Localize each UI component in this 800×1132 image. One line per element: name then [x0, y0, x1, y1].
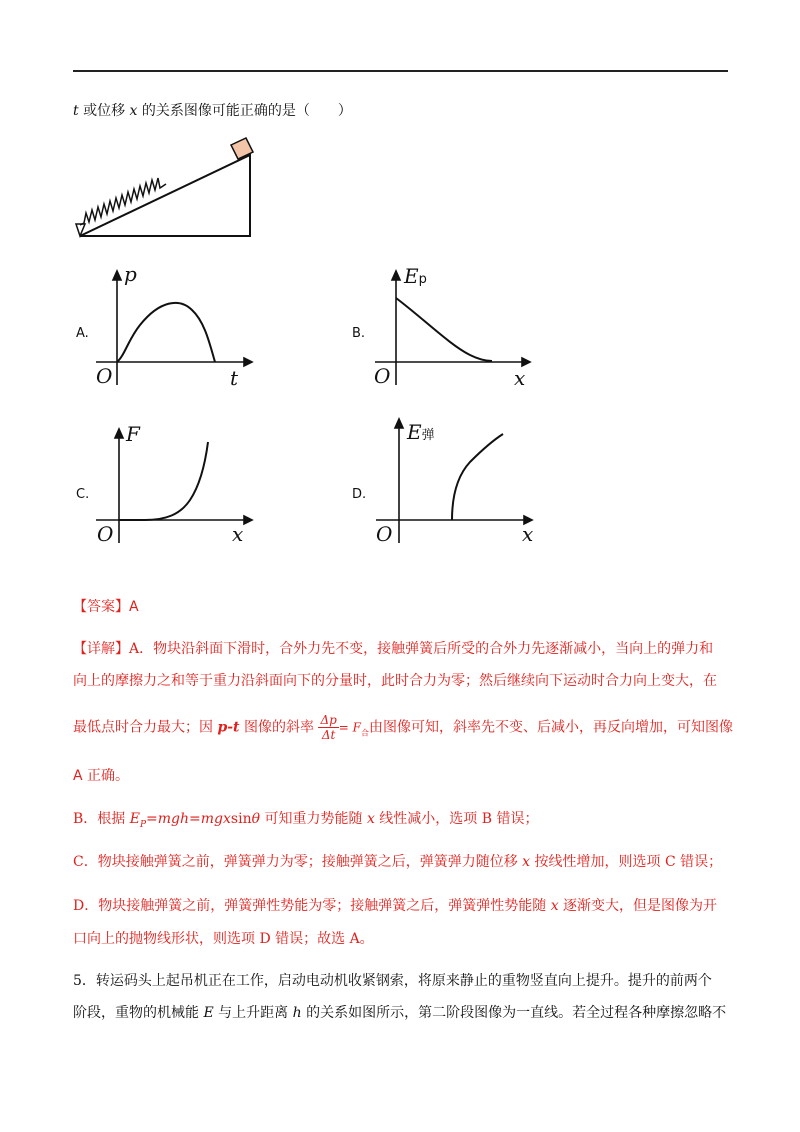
graph-c	[96, 429, 252, 543]
detail-line-d2: 口向上的抛物线形状，则选项 D 错误；故选 A。	[73, 931, 374, 947]
q5-line-1: 5．转运码头上起吊机正在工作，启动电动机收紧钢索，将原来静止的重物竖直向上提升。提升的前两个	[73, 973, 712, 989]
incline-diagram	[76, 138, 253, 236]
question-stem: t 或位移 x 的关系图像可能正确的是（ ）	[73, 103, 352, 119]
graph-a-xlabel: t	[230, 366, 239, 390]
graph-c-xlabel: x	[232, 522, 244, 546]
detail-line-b: B．根据 $E_P=mgh=mgxsin\theta$ 可知重力势能随 x 线性减小，选项 B 错误；	[73, 811, 539, 830]
graph-a	[96, 271, 252, 385]
q5-line-2: 阶段，重物的机械能 E 与上升距离 h 的关系如图所示，第二阶段图像为一直线。若全过程各种摩擦忽略不	[73, 1005, 727, 1021]
graph-d-origin: O	[376, 522, 393, 546]
curve-d	[452, 434, 503, 520]
detail-line-2: 向上的摩擦力之和等于重力沿斜面向下的分量时，此时合力为零；然后继续向下运动时合力向上变大，在	[73, 673, 717, 689]
detail-line-4: A 正确。	[73, 768, 130, 784]
graph-c-ylabel: F	[126, 422, 140, 446]
graph-b-origin: O	[374, 364, 391, 388]
detail-line-3: 最低点时合力最大；因 p-t 图像的斜率 $\frac{\Delta p}{\Delta t}$ = $F_合$由图像可知，斜率先不变、后减小，再反向增加，可知图像	[73, 713, 733, 742]
option-a-label: A.	[76, 326, 89, 341]
graph-b-xlabel: x	[514, 366, 526, 390]
curve-b	[396, 298, 492, 361]
graph-a-ylabel: p	[124, 262, 137, 286]
graph-b-ylabel: Ep	[404, 264, 427, 288]
slope-fraction: $\frac{\Delta p}{\Delta t}$	[320, 713, 337, 742]
option-d-label: D.	[352, 487, 367, 502]
graph-d	[376, 419, 532, 543]
curve-a	[117, 303, 215, 362]
option-b-label: B.	[352, 326, 366, 341]
graph-b	[375, 271, 530, 385]
curve-c	[119, 442, 208, 520]
option-c-label: C.	[76, 487, 90, 502]
detail-line-c: C．物块接触弹簧之前，弹簧弹力为零；接触弹簧之后，弹簧弹力随位移 x 按线性增加，则选项 C 错误；	[73, 854, 723, 870]
graph-c-origin: O	[97, 522, 114, 546]
detail-line-d1: D．物块接触弹簧之前，弹簧弹性势能为零；接触弹簧之后，弹簧弹性势能随 x 逐渐变大，但是图像为开	[73, 898, 718, 914]
detail-line-1: 【详解】A．物块沿斜面下滑时，合外力先不变，接触弹簧后所受的合外力先逐渐减小，当向上的弹力和	[73, 641, 714, 657]
answer: 【答案】A	[73, 599, 139, 615]
graph-d-xlabel: x	[522, 522, 534, 546]
graph-d-ylabel: E弹	[407, 420, 435, 444]
graph-a-origin: O	[96, 364, 113, 388]
